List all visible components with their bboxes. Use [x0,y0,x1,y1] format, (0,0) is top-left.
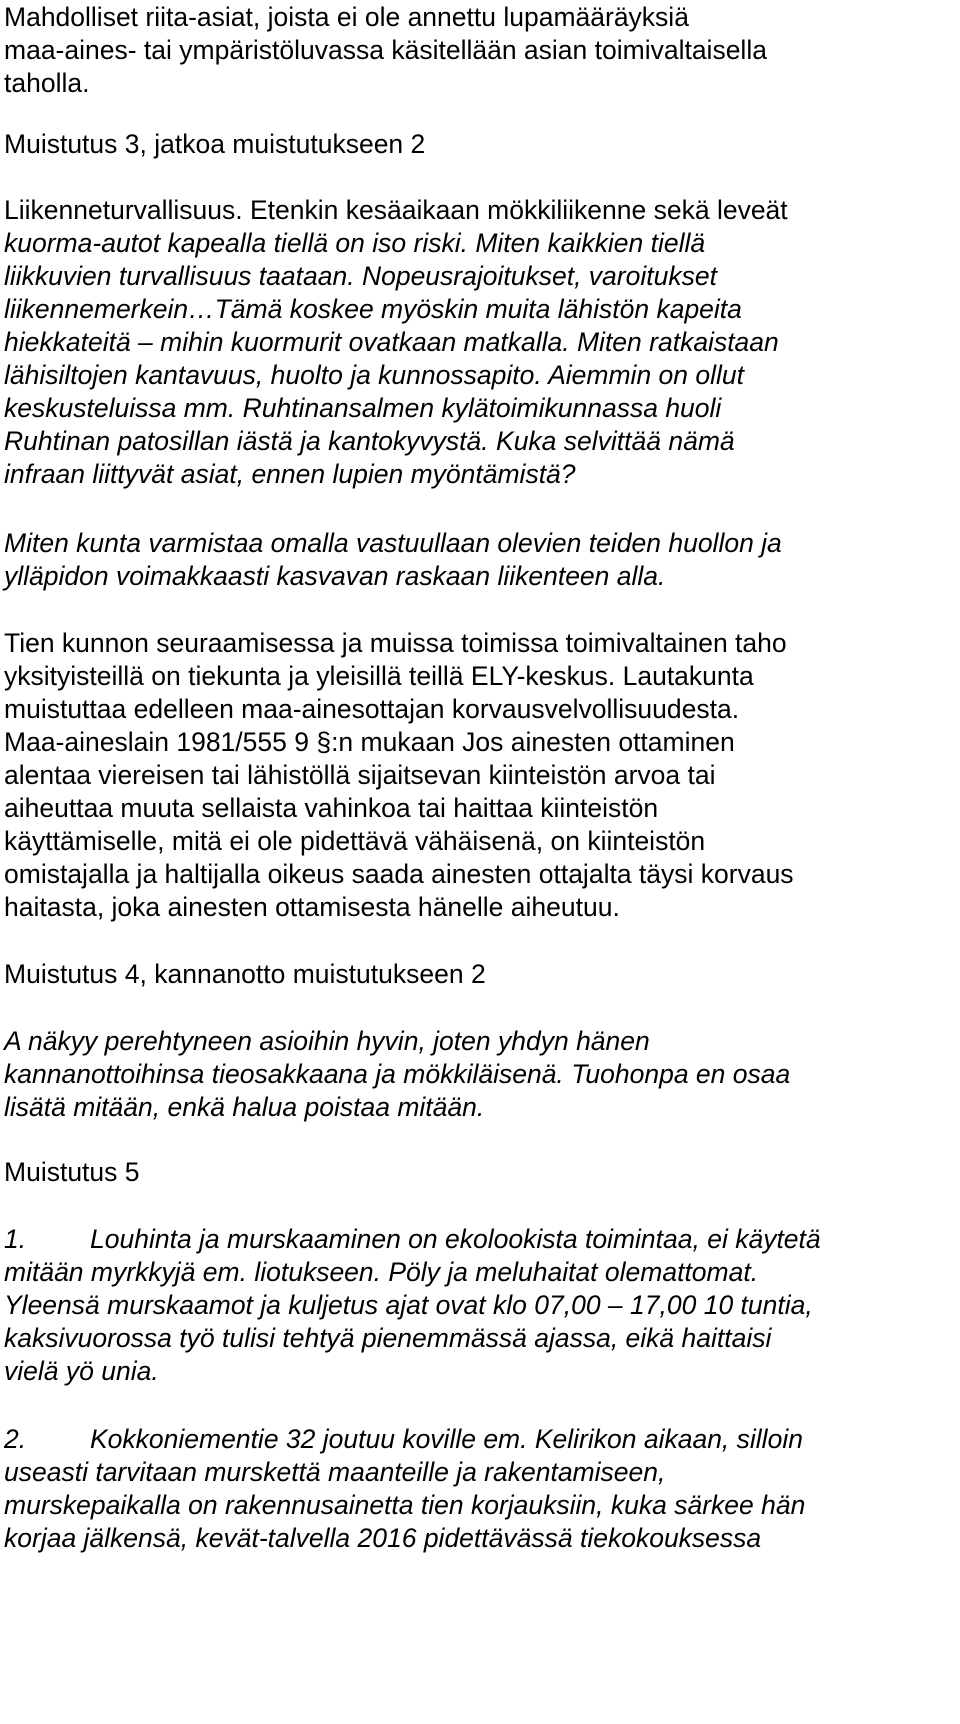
text-line: maa-aines- tai ympäristöluvassa käsitellään asian toimivaltaisella [4,35,767,65]
text-segment: Kuka selvittää nämä [496,426,735,456]
heading-muistutus-4: Muistutus 4, kannanotto muistutukseen 2 [4,959,486,989]
text-segment: Ruhtinan patosillan iästä ja kantokyvystä. [4,426,489,456]
text-line: muistuttaa edelleen maa-ainesottajan korvausvelvollisuudesta. [4,694,740,724]
list-item-2 [4,1422,803,1456]
text-line: Maa-aineslain 1981/555 9 §:n mukaan Jos ainesten ottaminen [4,727,735,757]
text-line: haitasta, joka ainesten ottamisesta hänelle aiheutuu. [4,892,620,922]
text-segment: Kokkoniementie 32 joutuu koville em. Kelirikon aikaan, silloin [90,1424,803,1454]
text-segment: Nopeusrajoitukset, varoitukset [361,261,717,291]
text-line [4,358,744,392]
text-line: taholla. [4,68,90,98]
text-line: Miten kunta varmistaa omalla vastuullaan olevien teiden huollon ja [4,528,782,558]
text-line: kaksivuorossa työ tulisi tehtyä pienemmässä ajassa, eikä haittaisi [4,1323,772,1353]
text-segment: hiekkateitä – mihin kuormurit ovatkaan matkalla. [4,327,570,357]
heading-muistutus-5: Muistutus 5 [4,1157,140,1187]
text-line: Yleensä murskaamot ja kuljetus ajat ovat klo 07,00 – 17,00 10 tuntia, [4,1290,813,1320]
text-line [4,325,779,359]
text-line: Mahdolliset riita-asiat, joista ei ole annettu lupamääräyksiä [4,2,689,32]
text-line: useasti tarvitaan murskettä maanteille ja rakentamiseen, [4,1457,666,1487]
list-number: 1. [4,1224,27,1254]
text-line: kuorma-autot kapealla tiellä on iso riski. Miten kaikkien tiellä [4,228,706,258]
text-line: yksityisteillä on tiekunta ja yleisillä teillä ELY-keskus. Lautakunta [4,661,754,691]
text-line [4,259,717,293]
text-line: vielä yö unia. [4,1356,159,1386]
text-line: käyttämiselle, mitä ei ole pidettävä vähäisenä, on kiinteistön [4,826,706,856]
text-line: aiheuttaa muuta sellaista vahinkoa tai haittaa kiinteistön [4,793,659,823]
text-line: korjaa jälkensä, kevät-talvella 2016 pidettävässä tiekokouksessa [4,1523,762,1553]
list-item-1 [4,1222,821,1256]
text-segment: lähisiltojen kantavuus, huolto ja kunnossapito. [4,360,542,390]
text-line: infraan liittyvät asiat, ennen lupien myöntämistä? [4,459,576,489]
text-line: omistajalla ja haltijalla oikeus saada ainesten ottajalta täysi korvaus [4,859,794,889]
text-segment: Aiemmin on ollut [548,360,744,390]
heading-muistutus-3: Muistutus 3, jatkoa muistutukseen 2 [4,129,426,159]
text-segment: Tuohonpa en osaa [571,1059,791,1089]
text-line [4,1057,790,1091]
text-segment: Ruhtinansalmen kylätoimikunnassa huoli [242,393,722,423]
list-number: 2. [4,1424,27,1454]
text-segment: liikkuvien turvallisuus taataan. [4,261,355,291]
text-segment: keskusteluissa mm. [4,393,236,423]
text-line: Liikenneturvallisuus. Etenkin kesäaikaan mökkiliikenne sekä leveät [4,195,788,225]
text-line: murskepaikalla on rakennusainetta tien korjauksiin, kuka särkee hän [4,1490,806,1520]
text-line: ylläpidon voimakkaasti kasvavan raskaan liikenteen alla. [4,561,666,591]
text-line: mitään myrkkyjä em. liotukseen. Pöly ja meluhaitat olemattomat. [4,1257,759,1287]
text-line [4,391,721,425]
text-line: A näkyy perehtyneen asioihin hyvin, joten yhdyn hänen [4,1026,650,1056]
text-segment: kannanottoihinsa tieosakkaana ja mökkiläisenä. [4,1059,564,1089]
text-line: alentaa viereisen tai lähistöllä sijaitsevan kiinteistön arvoa tai [4,760,716,790]
text-segment: Miten ratkaistaan [576,327,779,357]
text-segment: Louhinta ja murskaaminen on ekolookista toimintaa, ei käytetä [90,1224,821,1254]
text-line: Tien kunnon seuraamisessa ja muissa toimissa toimivaltainen taho [4,628,787,658]
text-line: liikennemerkein…Tämä koskee myöskin muita lähistön kapeita [4,294,742,324]
text-line: lisätä mitään, enkä halua poistaa mitään. [4,1092,485,1122]
text-line [4,424,735,458]
